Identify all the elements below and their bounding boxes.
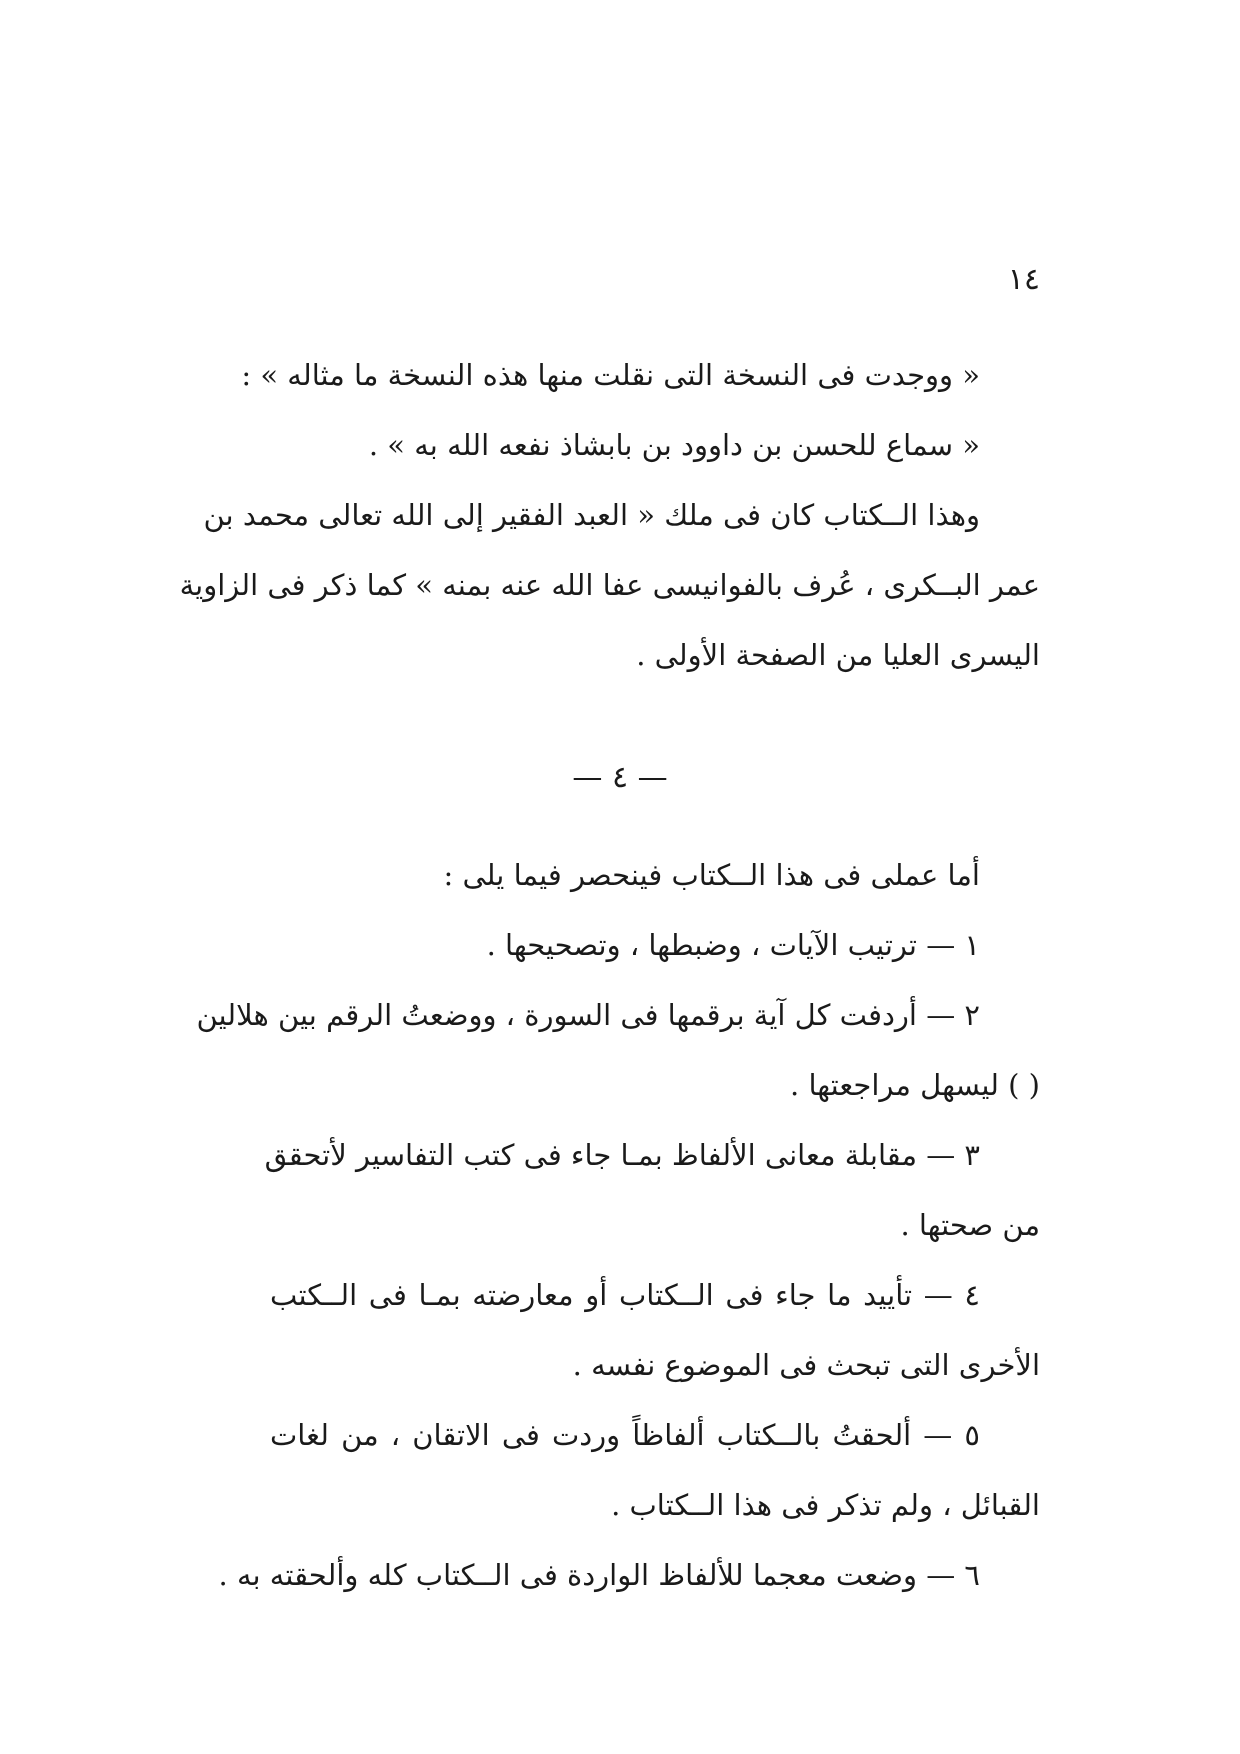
- work-item-5-cont: القبائل ، ولم تذكر فى هذا الــكتاب .: [611, 1488, 1040, 1522]
- intro-line-1: « ووجدت فى النسخة التى نقلت منها هذه النسخة ما مثاله » :: [241, 358, 980, 392]
- work-item-2: ٢ — أردفت كل آية برقمها فى السورة ، ووضعتُ الرقم بين هلالين: [196, 998, 980, 1032]
- intro-line-2: « سماع للحسن بن داوود بن بابشاذ نفعه الله به » .: [368, 428, 980, 462]
- intro-line-4: عمر البــكرى ، عُرف بالفوانيسى عفا الله عنه بمنه » كما ذكر فى الزاوية: [179, 568, 1040, 602]
- intro-paragraph: [179, 340, 1040, 690]
- intro-line-3: وهذا الــكتاب كان فى ملك « العبد الفقير إلى الله تعالى محمد بن: [203, 498, 980, 532]
- work-list: [196, 840, 1040, 1610]
- work-item-5: ٥ — ألحقتُ بالــكتاب ألفاظاً وردت فى الاتقان ، من لغات: [270, 1418, 980, 1452]
- work-item-3-cont: من صحتها .: [900, 1208, 1040, 1242]
- work-intro-line: أما عملى فى هذا الــكتاب فينحصر فيما يلى :: [443, 858, 980, 892]
- section-separator: — ٤ —: [572, 760, 668, 795]
- work-item-2-cont: ( ) ليسهل مراجعتها .: [790, 1068, 1040, 1102]
- page-number: ١٤: [1007, 262, 1040, 297]
- work-item-3: ٣ — مقابلة معانى الألفاظ بمـا جاء فى كتب التفاسير لأتحقق: [264, 1138, 980, 1172]
- work-item-4: ٤ — تأييد ما جاء فى الــكتاب أو معارضته بمـا فى الــكتب: [270, 1278, 980, 1312]
- work-item-1: ١ — ترتيب الآيات ، وضبطها ، وتصحيحها .: [486, 928, 980, 962]
- work-item-6: ٦ — وضعت معجما للألفاظ الواردة فى الــكتاب كله وألحقته به .: [218, 1558, 980, 1592]
- work-item-4-cont: الأخرى التى تبحث فى الموضوع نفسه .: [572, 1348, 1040, 1382]
- intro-line-5: اليسرى العليا من الصفحة الأولى .: [636, 638, 1040, 672]
